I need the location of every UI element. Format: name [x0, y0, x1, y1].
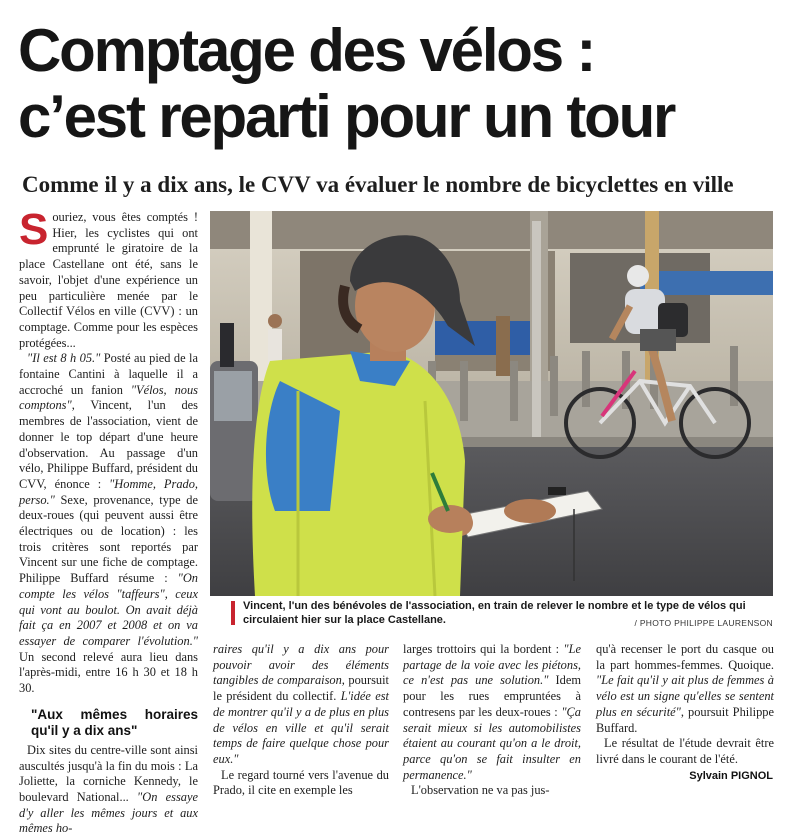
drop-cap: S — [19, 205, 49, 254]
article-photo — [210, 211, 773, 596]
headline-line-1: Comptage des vélos : — [18, 17, 595, 84]
article-column-4 — [596, 642, 774, 768]
article-column-3 — [403, 642, 581, 799]
paragraph-result: Le résultat de l'étude devrait être livré dans le courant de l'été. — [596, 736, 774, 766]
byline: Sylvain PIGNOL — [689, 770, 773, 782]
paragraph-sidewalks: larges trottoirs qui la bordent : "Le partage de la voie avec les piétons, ce n'est pas une solution." Idem pour les rues empruntées à contresens par les deux-roues : "Ça serait mieux si les automobilistes étaient au courant qu'on a le droit, parce qu'on se fait insulter en permanence." — [403, 642, 581, 782]
photo-illustration — [210, 211, 773, 596]
headline — [18, 18, 788, 150]
paragraph-intro: Souriez, vous êtes comptés ! Hier, les cyclistes qui ont emprunté le giratoire de la place Castellane ont été, sans le savoir, l'objet d'une expérience un peu particulière menée par le Collectif Vélos en ville (CVV) : un comptage. Comme pour les espèces protégées... — [19, 205, 198, 350]
photo-credit: / PHOTO PHILIPPE LAURENSON — [634, 618, 773, 628]
article-column-1 — [19, 205, 198, 837]
subheadline: Comme il y a dix ans, le CVV va évaluer le nombre de bicyclettes en ville — [22, 172, 734, 197]
paragraph-sites: Dix sites du centre-ville sont ainsi auscultés jusqu'à la fin du mois : La Joliette, la corniche Kennedy, le boulevard National... "On essaye d'y aller les mêmes jours et aux mêmes ho- — [19, 742, 198, 836]
photo-caption: Vincent, l'un des bénévoles de l'association, en train de relever le nombre et le type de vélos qui circulaient hier sur la place Castellane. — [243, 600, 746, 626]
headline-line-2: c’est reparti pour un tour — [18, 83, 675, 150]
paragraph-prado: Le regard tourné vers l'avenue du Prado, il cite en exemple les — [213, 767, 389, 798]
paragraph-helmet: qu'à recenser le port du casque ou la part hommes-femmes. Quoique. "Le fait qu'il y ait plus de femmes à vélo est un signe qu'elles se sentent plus en sécurité", poursuit Philippe Buffard. — [596, 642, 774, 735]
caption-marker — [231, 601, 235, 625]
paragraph-counting: "Il est 8 h 05." Posté au pied de la fontaine Cantini à laquelle il a accroché un fanion "Vélos, nous comptons", Vincent, l'un des membres de l'association, vient de donner le top départ d'une heure d'observation. Au passage d'un vélo, Philippe Buffard, président du CVV, énonce : "Homme, Prado, perso." Sexe, provenance, type de deux-roues (qui peuvent aussi être électriques ou de location) : les trois critères sont reportés par Vincent sur une fiche de comptage. Philippe Buffard résume : "On compte les vélos "taffeurs", ceux qui vont au boulot. On avait déjà fait ça en 2007 et 2008 et on va essayer de comparer l'évolution." Un second relevé aura lieu dans l'après-midi, entre 16 h 30 et 18 h 30. — [19, 351, 198, 696]
intertitle: "Aux mêmes horaires qu'il y a dix ans" — [31, 706, 198, 738]
paragraph-comparison: raires qu'il y a dix ans pour pouvoir avoir des éléments tangibles de comparaison, poursuit le président du collectif. L'idée est de montrer qu'il y a de plus en plus de vélos en ville et qu'il serait temps de faire quelque chose pour eux." — [213, 642, 390, 766]
paragraph-observation: L'observation ne va pas jus- — [411, 783, 550, 798]
article-column-2 — [213, 642, 389, 799]
